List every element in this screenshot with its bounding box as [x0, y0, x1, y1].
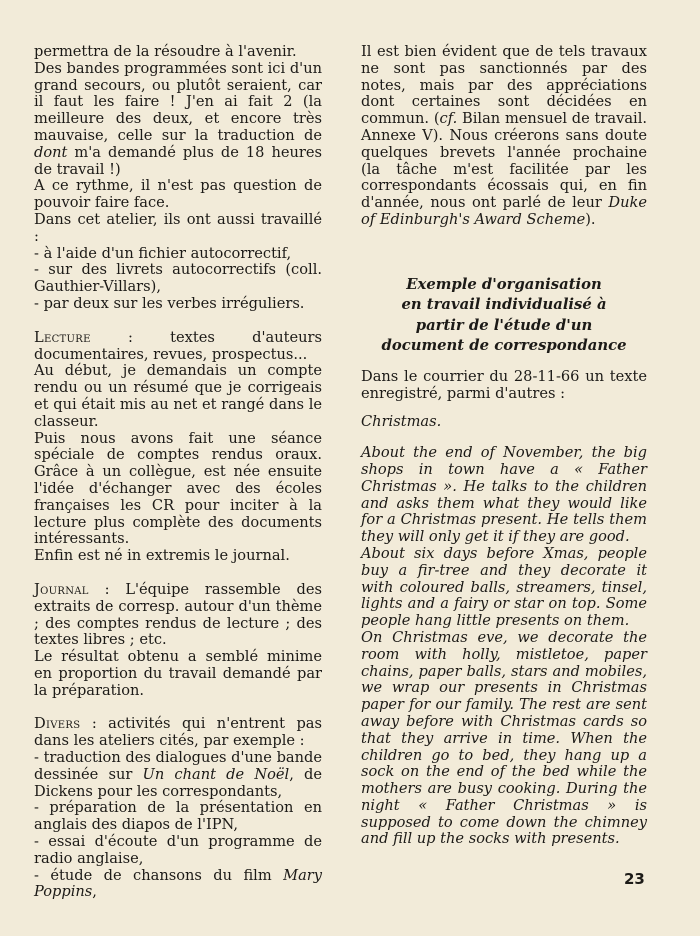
section-label: Divers: [34, 715, 81, 733]
english-paragraph: About the end of November, the big shops in town have a « Father Christmas ». He talks to the children and asks them what they would like for a Christmas present. He tells them they will only get it if they are good.: [361, 444, 647, 546]
right-column: [361, 44, 647, 848]
page-number: 23: [624, 870, 645, 888]
intro-paragraph: Il est bien évident que de tels travaux ne sont pas sanctionnés par des notes, mais par des appréciations dont certaines sont décidées en commun. (cf. Bilan mensuel de travail. Annexe V). Nous créerons sans doute quelques brevets l'année prochaine (la tâche m'est facilitée par les correspondants écossais qui, en fin d'année, nous ont parlé de leur Duke of Edinburgh's Award Scheme).: [361, 43, 647, 228]
english-text: [361, 445, 647, 848]
left-column: [34, 44, 322, 901]
english-paragraph: About six days before Xmas, people buy a fir-tree and they decorate it with coloured balls, streamers, tinsel, lights and a fairy or star on top. Some people hang little presents on them.: [361, 544, 647, 630]
divers-paragraph: Divers : activités qui n'entrent pas dans les ateliers cités, par exemple :: [34, 715, 322, 750]
section-heading: Exemple d'organisation en travail individualisé à partir de l'étude d'un document de correspondance: [381, 275, 627, 355]
text-title: Christmas.: [361, 413, 442, 431]
list-item: - sur des livrets autocorrectifs (coll. Gauthier-Villars),: [34, 261, 322, 296]
paragraph: permettra de la résoudre à l'avenir.: [34, 43, 297, 60]
paragraph: Au début, je demandais un compte rendu ou un résumé que je corrigeais et qui était mis au net et rangé dans le classeur.: [34, 362, 322, 430]
english-paragraph: On Christmas eve, we decorate the room with holly, mistletoe, paper chains, paper balls, stars and mobiles, we wrap our presents in Christmas paper for our family. The rest are sent away before with Christmas cards so that they arrive in time. When the children go to bed, they hang up a sock on the end of the bed while the mothers are busy cooking. During the night « Father Christmas » is supposed to come down the chimney and fill up the socks with presents.: [361, 628, 647, 848]
paragraph: Le résultat obtenu a semblé minime en proportion du travail demandé par la préparation.: [34, 648, 322, 699]
section-label: Lecture: [34, 328, 91, 346]
paragraph: Puis nous avons fait une séance spéciale de comptes rendus oraux. Grâce à un collègue, est née ensuite l'idée d'échanger avec des écoles françaises les CR pour inciter à la lecture plus complète des documents intéressants.: [34, 429, 322, 548]
lecture-paragraph: Lecture : textes d'auteurs documentaires, revues, prospectus...: [34, 328, 322, 363]
list-item: - étude de chansons du film Mary Poppins,: [34, 866, 322, 901]
list-item: - essai d'écoute d'un programme de radio anglaise,: [34, 833, 322, 867]
list-item: - traduction des dialogues d'une bande dessinée sur Un chant de Noël, de Dickens pour les correspondants,: [34, 749, 323, 800]
paragraph: A ce rythme, il n'est pas question de pouvoir faire face.: [34, 177, 322, 212]
list-item: - à l'aide d'un fichier autocorrectif,: [34, 244, 292, 262]
paragraph: Enfin est né in extremis le journal.: [34, 547, 290, 565]
journal-paragraph: Journal : L'équipe rassemble des extraits de corresp. autour d'un thème ; des comptes rendus de lecture ; des textes libres ; etc.: [34, 580, 322, 649]
paragraph: Dans cet atelier, ils ont aussi travaillé :: [34, 210, 322, 245]
list-item: - préparation de la présentation en anglais des diapos de l'IPN,: [34, 799, 322, 834]
list-item: - par deux sur les verbes irréguliers.: [34, 294, 305, 312]
paragraph: Des bandes programmées sont ici d'un grand secours, ou plutôt seraient, car il faut les faire ! J'en ai fait 2 (la meilleure des deux, et encore très mauvaise, celle sur la traduction de dont m'a demandé plus de 18 heures de travail !): [34, 59, 322, 178]
courrier-paragraph: Dans le courrier du 28-11-66 un texte enregistré, parmi d'autres :: [361, 367, 647, 402]
section-label: Journal: [34, 580, 89, 598]
